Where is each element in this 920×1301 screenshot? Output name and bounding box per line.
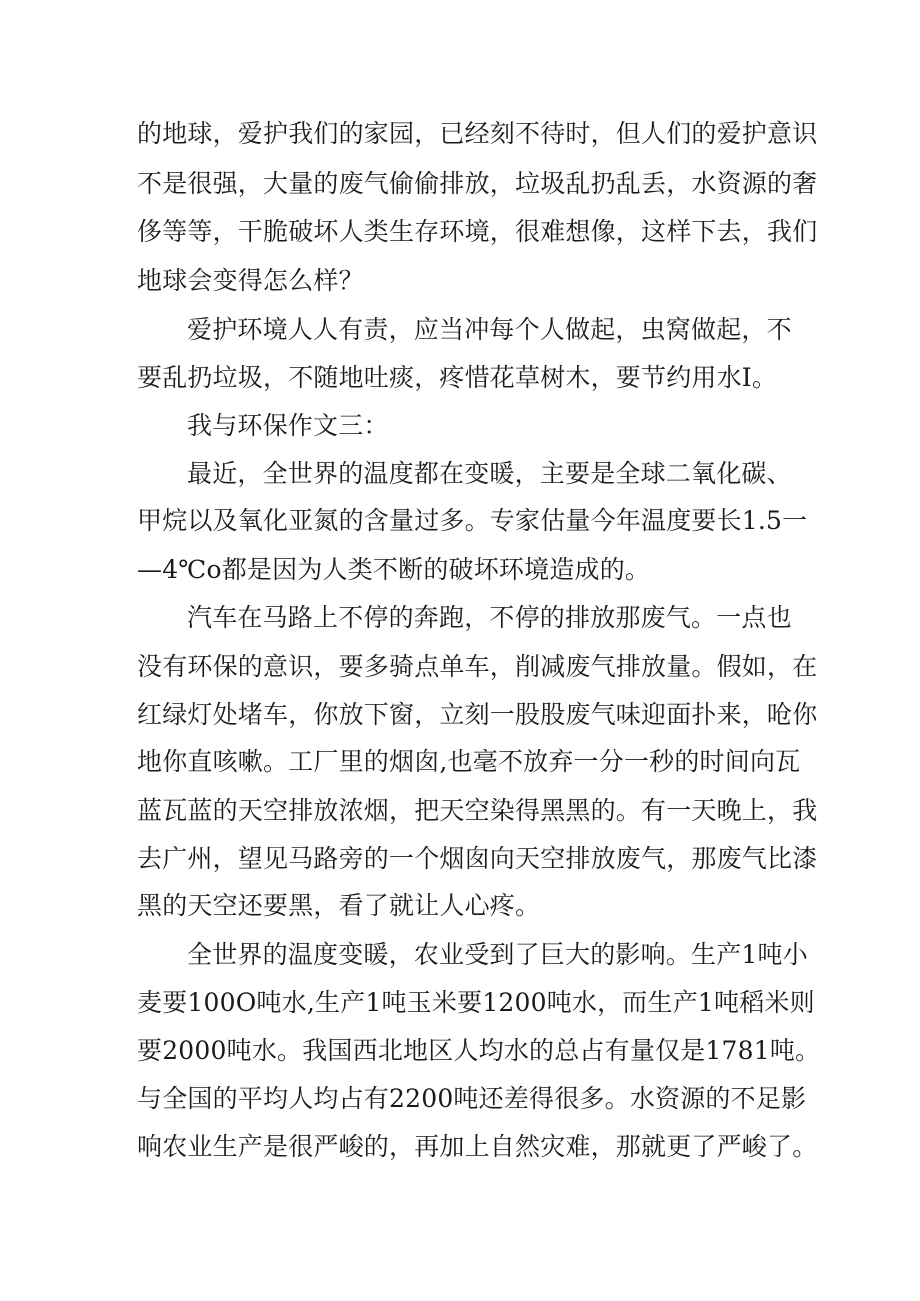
text-line: 与全国的平均人均占有2200吨还差得很多。水资源的不足影 <box>137 1084 807 1113</box>
text-line: 没有环保的意识，要多骑点单车，削减废气排放量。假如，在 <box>137 652 818 681</box>
text-line: 地你直咳嗽。工厂里的烟囱,也毫不放弃一分一秒的时间向瓦 <box>137 747 801 776</box>
paragraph-first-line: 汽车在马路上不停的奔跑，不停的排放那废气。一点也 <box>187 603 792 632</box>
text-line: 蓝瓦蓝的天空排放浓烟，把天空染得黑黑的。有一天晚上，我 <box>137 796 818 825</box>
paragraph-first-line: 最近，全世界的温度都在变暖，主要是全球二氧化碳、 <box>187 459 792 488</box>
text-line: —4℃o都是因为人类不断的破坏环境造成的。 <box>137 555 651 584</box>
text-line: 侈等等，干脆破坏人类生存环境，很难想像，这样下去，我们 <box>137 217 818 246</box>
text-line: 甲烷以及氧化亚氮的含量过多。专家估量今年温度要长1.5一 <box>137 506 808 535</box>
text-line: 红绿灯处堵车，你放下窗，立刻一股股废气味迎面扑来，呛你 <box>137 700 818 729</box>
section-heading: 我与环保作文三： <box>187 411 389 440</box>
text-line: 不是很强，大量的废气偷偷排放，垃圾乱扔乱丢，水资源的奢 <box>137 169 818 198</box>
text-line: 要2000吨水。我国西北地区人均水的总占有量仅是1781吨。 <box>137 1036 821 1065</box>
text-line: 响农业生产是很严峻的，再加上自然灾难，那就更了严峻了。 <box>137 1132 818 1161</box>
paragraph-first-line: 爱护环境人人有责，应当冲每个人做起，虫窝做起，不 <box>187 315 792 344</box>
text-line: 的地球，爱护我们的家园，已经刻不待时，但人们的爱护意识 <box>137 119 818 148</box>
text-line: 麦要100O吨水,生产1吨玉米要1200吨水，而生产1吨稻米则 <box>137 988 815 1017</box>
text-line: 要乱扔垃圾，不随地吐痰，疼惜花草树木，要节约用水I。 <box>137 363 778 392</box>
text-line: 黑的天空还要黑，看了就让人心疼。 <box>137 891 541 920</box>
text-line: 地球会变得怎么样？ <box>137 266 364 295</box>
text-line: 去广州，望见马路旁的一个烟囱向天空排放废气，那废气比漆 <box>137 844 818 873</box>
paragraph-first-line: 全世界的温度变暖，农业受到了巨大的影响。生产1吨小 <box>187 940 808 969</box>
